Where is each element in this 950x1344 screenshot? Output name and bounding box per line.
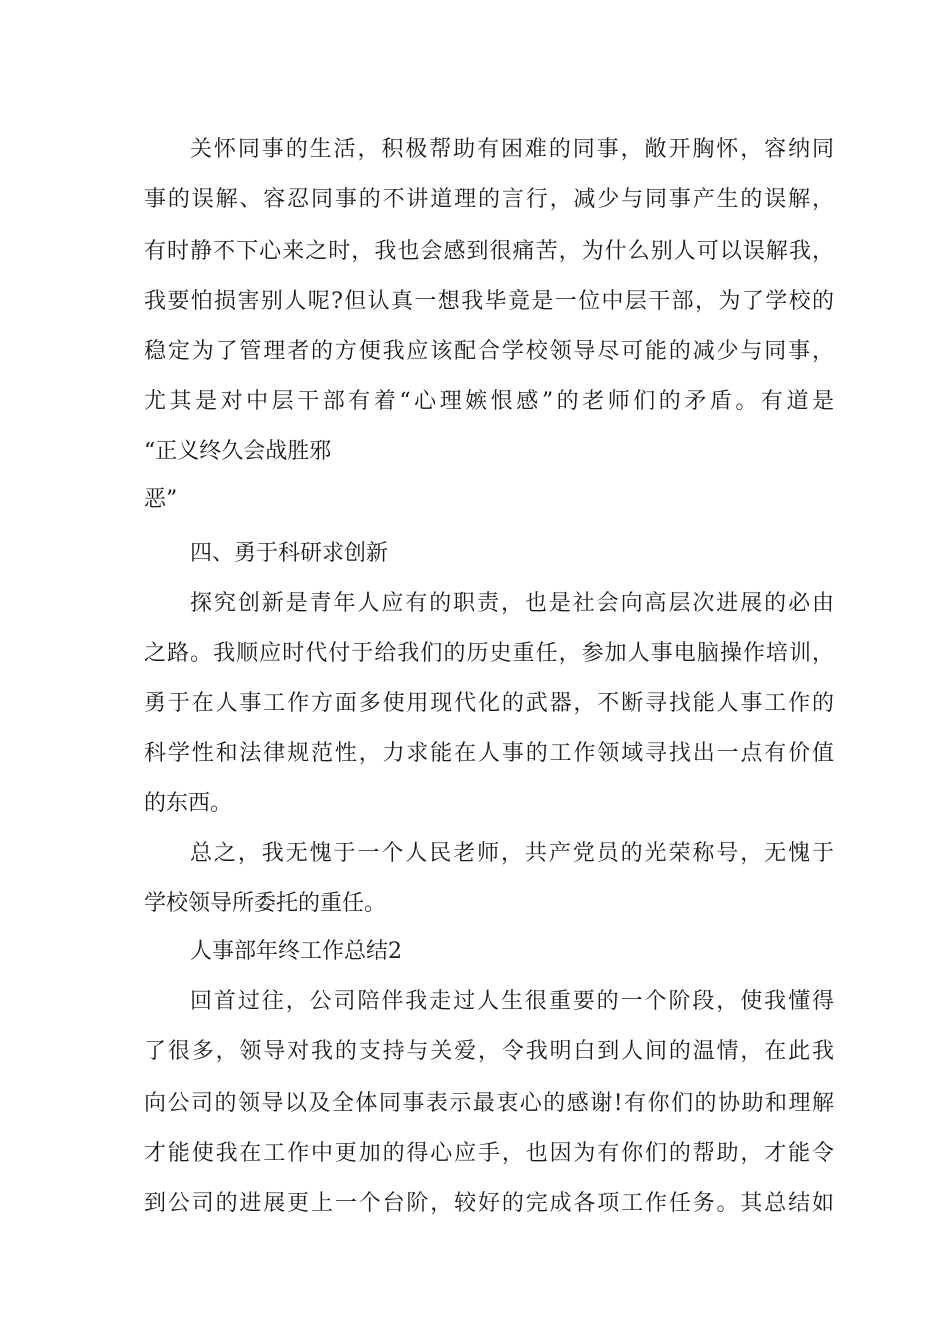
paragraph-line: 的东西。 — [144, 791, 233, 816]
paragraph-line: 了很多，领导对我的支持与关爱，令我明白到人间的温情，在此我 — [144, 1039, 834, 1064]
paragraph-line: 才能使我在工作中更加的得心应手，也因为有你们的帮助，才能令 — [144, 1141, 834, 1166]
paragraph-line: 稳定为了管理者的方便我应该配合学校领导尽可能的减少与同事， — [144, 339, 834, 364]
paragraph-line: 学校领导所委托的重任。 — [144, 891, 387, 916]
paragraph-line: 有时静不下心来之时，我也会感到很痛苦，为什么别人可以误解我， — [144, 239, 834, 264]
paragraph-line: 恶” — [144, 487, 178, 512]
paragraph-line: 到公司的进展更上一个台阶，较好的完成各项工作任务。其总结如 — [144, 1191, 834, 1216]
paragraph-line: 总之，我无愧于一个人民老师，共产党员的光荣称号，无愧于 — [190, 841, 834, 866]
paragraph-line: 探究创新是青年人应有的职责，也是社会向高层次进展的必由 — [190, 591, 834, 616]
paragraph-line: 关怀同事的生活，积极帮助有困难的同事，敞开胸怀，容纳同 — [190, 137, 834, 162]
paragraph-line: 之路。我顺应时代付于给我们的历史重任，参加人事电脑操作培训， — [144, 641, 834, 666]
section-heading: 人事部年终工作总结2 — [190, 939, 402, 964]
paragraph-line: 向公司的领导以及全体同事表示最衷心的感谢!有你们的协助和理解 — [144, 1091, 834, 1116]
paragraph-line: 勇于在人事工作方面多使用现代化的武器，不断寻找能人事工作的 — [144, 691, 834, 716]
paragraph-line: 尤其是对中层干部有着“心理嫉恨感”的老师们的矛盾。有道是 — [144, 389, 834, 414]
section-heading: 四、勇于科研求创新 — [190, 541, 389, 566]
paragraph-line: 事的误解、容忍同事的不讲道理的言行，减少与同事产生的误解， — [144, 187, 834, 212]
paragraph-line: “正义终久会战胜邪 — [144, 439, 332, 464]
paragraph-line: 回首过往，公司陪伴我走过人生很重要的一个阶段，使我懂得 — [190, 989, 834, 1014]
paragraph-line: 科学性和法律规范性，力求能在人事的工作领域寻找出一点有价值 — [144, 741, 834, 766]
paragraph-line: 我要怕损害别人呢?但认真一想我毕竟是一位中层干部，为了学校的 — [144, 289, 834, 314]
